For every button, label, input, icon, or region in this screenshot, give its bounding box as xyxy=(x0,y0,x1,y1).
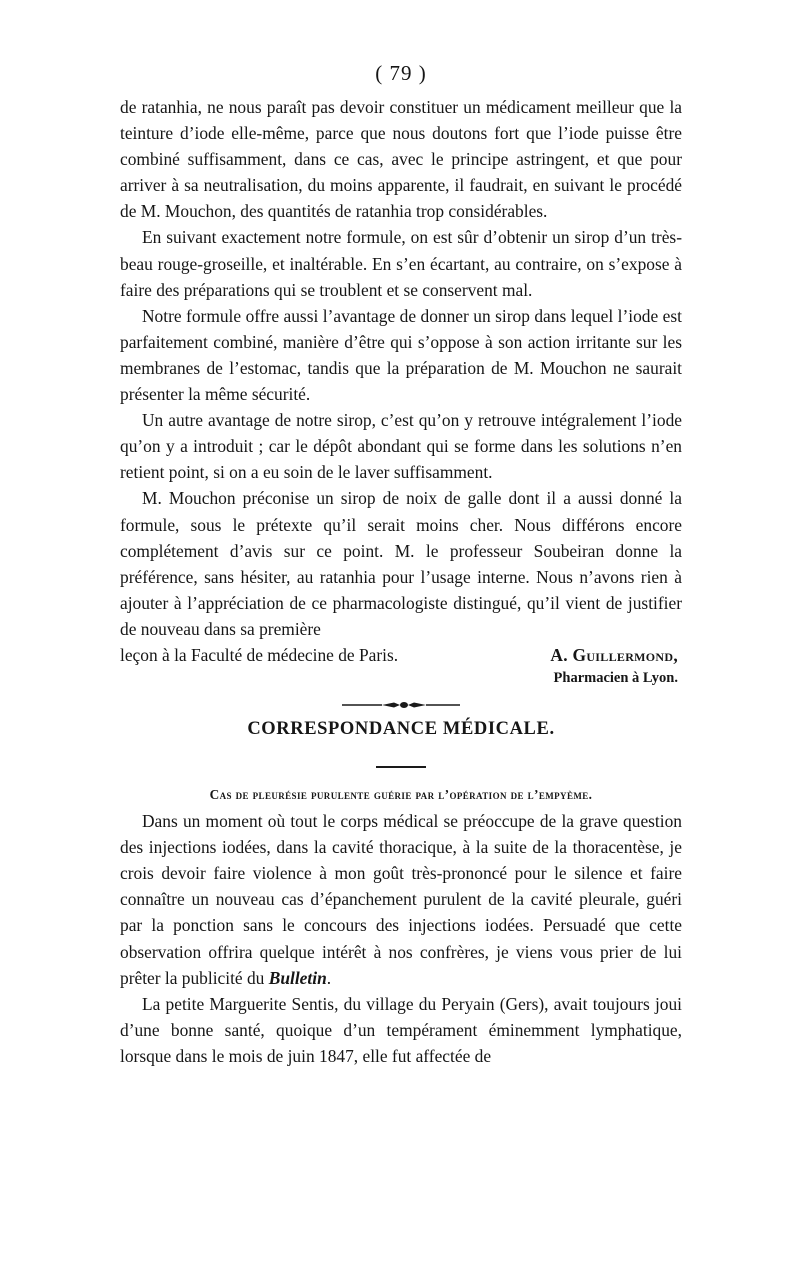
letter-paragraph-2: La petite Marguerite Sentis, du village du Peryain (Gers), avait toujours joui d’une bonne santé, quoique d’un tempérament éminemment lymphatique, lorsque dans le mois de juin 1847, elle fut affectée de xyxy=(120,993,682,1066)
signature-name: A. Guillermond, xyxy=(550,644,678,665)
letter-paragraph-1 xyxy=(120,808,682,991)
continuation-paragraph: de ratanhia, ne nous paraît pas devoir constituer un médicament meilleur que la teinture d’iode elle-même, parce que nous doutons fort que l’iode puisse être combiné suffisamment, dans ce cas, avec le principe astringent, et que pour arriver à sa neutralisation, du moins apparente, il faudrait, en suivant le procédé de M. Mouchon, des quantités de ratanhia trop considérables. xyxy=(120,97,682,222)
paragraph-noix-de-galle: M. Mouchon préconise un sirop de noix de galle dont il a aussi donné la formule, sous le prétexte qu’il serait moins cher. Nous différons encore complétement d’avis sur ce point. M. le professeur Soubeiran donne la préférence, sans hésiter, au ratanhia pour l’usage interne. Nous n’avons rien à ajouter à l’appréciation de ce pharmacologiste distingué, qu’il vient de justifier de nouveau dans sa première xyxy=(120,488,682,639)
section-rule xyxy=(376,766,426,768)
signature-line xyxy=(120,642,682,668)
ornament-divider xyxy=(342,700,460,710)
letter-paragraph-1-end: . xyxy=(326,967,332,988)
paragraph-formula: En suivant exactement notre formule, on est sûr d’obtenir un sirop d’un très-beau rouge-groseille, et inaltérable. En s’en écartant, au contraire, on s’expose à faire des préparations qui se troublent et se conservent mal. xyxy=(120,227,682,300)
paragraph-other-advantage: Un autre avantage de notre sirop, c’est qu’on y retrouve intégralement l’iode qu’on y a introduit ; car le dépôt abondant qui se forme dans les solutions n’en retient point, si on a eu soin de le laver suffisamment. xyxy=(120,410,682,483)
document-page xyxy=(120,58,682,1069)
signature-title: Pharmacien à Lyon. xyxy=(553,670,678,687)
article-subtitle: Cas de pleurésie purulente guérie par l’opération de l’empyème. xyxy=(209,787,593,803)
letter-paragraph-1-text: Dans un moment où tout le corps médical se préoccupe de la grave question des injections iodées, dans la cavité thoracique, à la suite de la thoracentèse, je crois devoir faire violence à mon goût très-prononcé pour le silence et faire connaître un nouveau cas d’épanchement purulent de la cavité pleurale, guéri par la ponction sans le concours des injections iodées. Persuadé que cette observation offrira quelque intérêt à nos confrères, je viens vous prier de lui prêter la publicité du xyxy=(120,811,682,988)
section-title: CORRESPONDANCE MÉDICALE. xyxy=(247,719,555,740)
paragraph-advantage: Notre formule offre aussi l’avantage de donner un sirop dans lequel l’iode est parfaitement combiné, manière d’être qui s’oppose à son action irritante sur les membranes de l’estomac, tandis que la préparation de M. Mouchon ne saurait présenter la même sécurité. xyxy=(120,305,682,405)
page-number: ( 79 ) xyxy=(375,61,427,85)
closing-line: leçon à la Faculté de médecine de Paris. xyxy=(120,644,399,665)
bulletin-title: Bulletin xyxy=(268,967,327,988)
